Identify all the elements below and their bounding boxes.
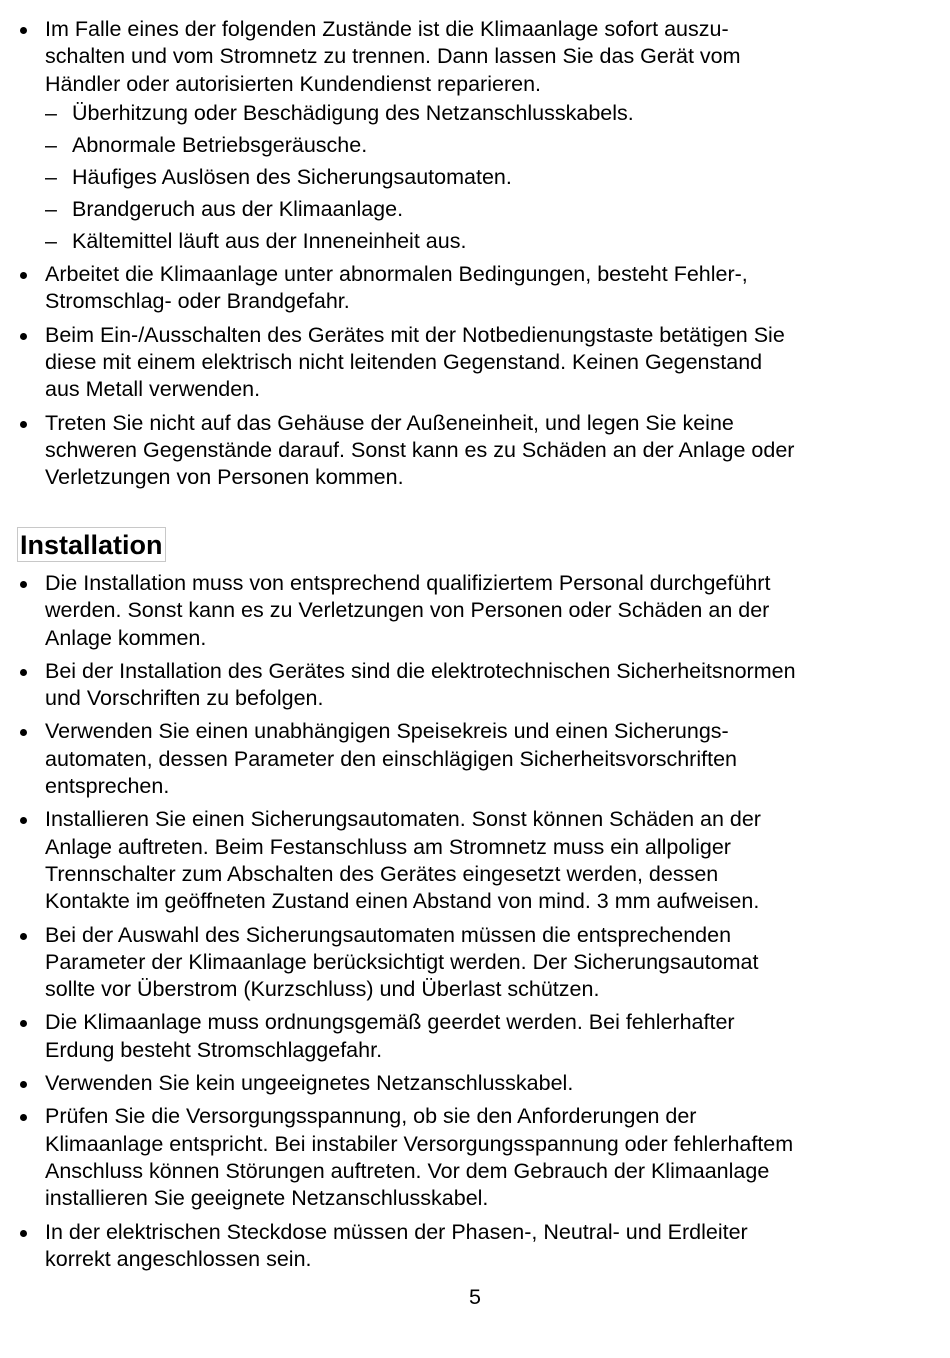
text-line: Klimaanlage entspricht. Bei instabiler Versorgungsspannung oder fehlerhaftem [45, 1131, 794, 1156]
bullet-dot-icon [20, 729, 27, 736]
dash-icon: – [45, 228, 57, 253]
text-line: Treten Sie nicht auf das Gehäuse der Außeneinheit, und legen Sie keine [45, 410, 734, 435]
bullet-dot-icon [20, 421, 27, 428]
condition-sublist [45, 100, 898, 255]
subitem-text: Brandgeruch aus der Klimaanlage. [72, 196, 404, 221]
bullet-text [45, 570, 898, 652]
text-line: Installieren Sie einen Sicherungsautomaten. Sonst können Schäden an der [45, 807, 761, 832]
text-line: und Vorschriften zu befolgen. [45, 686, 324, 711]
text-line: installieren Sie geeignete Netzanschlusskabel. [45, 1186, 489, 1211]
bullet-dot-icon [20, 333, 27, 340]
bullet-dot-icon [20, 581, 27, 588]
bullet-dot-icon [20, 272, 27, 279]
text-line: werden. Sonst kann es zu Verletzungen von Personen oder Schäden an der [45, 598, 770, 623]
text-line: Händler oder autorisierten Kundendienst reparieren. [45, 71, 542, 96]
bullet-text [45, 1009, 898, 1064]
bullet-dot-icon [20, 1230, 27, 1237]
text-line: Verwenden Sie kein ungeeignetes Netzanschlusskabel. [45, 1071, 574, 1096]
text-line: Prüfen Sie die Versorgungsspannung, ob sie den Anforderungen der [45, 1104, 697, 1129]
condition-subitem [45, 196, 898, 223]
text-line: Trennschalter zum Abschalten des Gerätes eingesetzt werden, dessen [45, 861, 719, 886]
condition-subitem [45, 228, 898, 255]
installation-bullet-list [18, 570, 898, 1279]
installation-bullet-item [18, 718, 898, 800]
text-line: schalten und vom Stromnetz zu trennen. Dann lassen Sie das Gerät vom [45, 44, 741, 69]
bullet-text [45, 1103, 898, 1212]
bullet-dot-icon [20, 933, 27, 940]
condition-subitem [45, 164, 898, 191]
bullet-dot-icon [20, 1081, 27, 1088]
text-line: Parameter der Klimaanlage berücksichtigt werden. Der Sicherungsautomat [45, 949, 759, 974]
condition-subitem [45, 100, 898, 127]
text-line: korrekt angeschlossen sein. [45, 1246, 312, 1271]
bullet-dot-icon [20, 817, 27, 824]
bullet-text [45, 658, 898, 713]
text-line: Die Installation muss von entsprechend qualifiziertem Personal durchgeführt [45, 571, 771, 595]
bullet-text [45, 322, 898, 404]
installation-bullet-item [18, 1103, 898, 1212]
safety-bullet-item [18, 410, 898, 492]
text-line: Anlage kommen. [45, 625, 207, 650]
section-heading-installation: Installation [17, 527, 166, 562]
installation-bullet-item [18, 806, 898, 915]
bullet-text [45, 806, 898, 915]
bullet-dot-icon [20, 1114, 27, 1121]
dash-icon: – [45, 100, 57, 125]
safety-bullet-item [18, 16, 898, 255]
text-line: Verwenden Sie einen unabhängigen Speisekreis und einen Sicherungs- [45, 719, 729, 744]
subitem-text: Kältemittel läuft aus der Inneneinheit aus. [72, 228, 467, 253]
installation-bullet-item [18, 1070, 898, 1097]
installation-bullet-item [18, 1009, 898, 1064]
dash-icon: – [45, 164, 57, 189]
text-line: aus Metall verwenden. [45, 377, 261, 402]
subitem-text: Überhitzung oder Beschädigung des Netzanschlusskabels. [72, 100, 634, 125]
safety-bullet-list [18, 16, 898, 498]
text-line: Kontakte im geöffneten Zustand einen Abstand von mind. 3 mm aufweisen. [45, 889, 760, 914]
text-line: schweren Gegenstände darauf. Sonst kann es zu Schäden an der Anlage oder [45, 437, 795, 462]
bullet-text [45, 718, 898, 800]
text-line: Beim Ein-/Ausschalten des Gerätes mit der Notbedienungstaste betätigen Sie [45, 322, 785, 347]
text-line: Arbeitet die Klimaanlage unter abnormalen Bedingungen, besteht Fehler-, [45, 262, 748, 287]
bullet-text [45, 1070, 898, 1097]
text-line: entsprechen. [45, 774, 170, 799]
text-line: automaten, dessen Parameter den einschlägigen Sicherheitsvorschriften [45, 746, 737, 771]
dash-icon: – [45, 132, 57, 157]
installation-bullet-item [18, 1219, 898, 1274]
text-line: Anlage auftreten. Beim Festanschluss am Stromnetz muss ein allpoliger [45, 834, 731, 859]
bullet-text [45, 16, 898, 98]
subitem-text: Abnormale Betriebsgeräusche. [72, 132, 368, 157]
page-number: 5 [469, 1285, 481, 1309]
bullet-dot-icon [20, 1020, 27, 1027]
text-line: Anschluss können Störungen auftreten. Vor dem Gebrauch der Klimaanlage [45, 1158, 770, 1183]
condition-subitem [45, 132, 898, 159]
safety-bullet-item [18, 261, 898, 316]
text-line: diese mit einem elektrisch nicht leitenden Gegenstand. Keinen Gegenstand [45, 350, 763, 375]
text-line: Bei der Auswahl des Sicherungsautomaten müssen die entsprechenden [45, 922, 732, 947]
text-line: Stromschlag- oder Brandgefahr. [45, 289, 350, 314]
text-line: Verletzungen von Personen kommen. [45, 465, 404, 490]
installation-bullet-item [18, 570, 898, 652]
text-line: Bei der Installation des Gerätes sind die elektrotechnischen Sicherheitsnormen [45, 658, 796, 683]
text-line: In der elektrischen Steckdose müssen der Phasen-, Neutral- und Erdleiter [45, 1219, 748, 1244]
bullet-text [45, 261, 898, 316]
bullet-dot-icon [20, 669, 27, 676]
bullet-dot-icon [20, 27, 27, 34]
text-line: Die Klimaanlage muss ordnungsgemäß geerdet werden. Bei fehlerhafter [45, 1010, 735, 1035]
text-line: Erdung besteht Stromschlaggefahr. [45, 1037, 383, 1062]
bullet-text [45, 410, 898, 492]
text-line: sollte vor Überstrom (Kurzschluss) und Überlast schützen. [45, 977, 600, 1002]
bullet-text [45, 1219, 898, 1274]
installation-bullet-item [18, 658, 898, 713]
subitem-text: Häufiges Auslösen des Sicherungsautomaten. [72, 164, 512, 189]
bullet-text [45, 922, 898, 1004]
installation-bullet-item [18, 922, 898, 1004]
safety-bullet-item [18, 322, 898, 404]
text-line: Im Falle eines der folgenden Zustände ist die Klimaanlage sofort auszu- [45, 17, 729, 41]
dash-icon: – [45, 196, 57, 221]
